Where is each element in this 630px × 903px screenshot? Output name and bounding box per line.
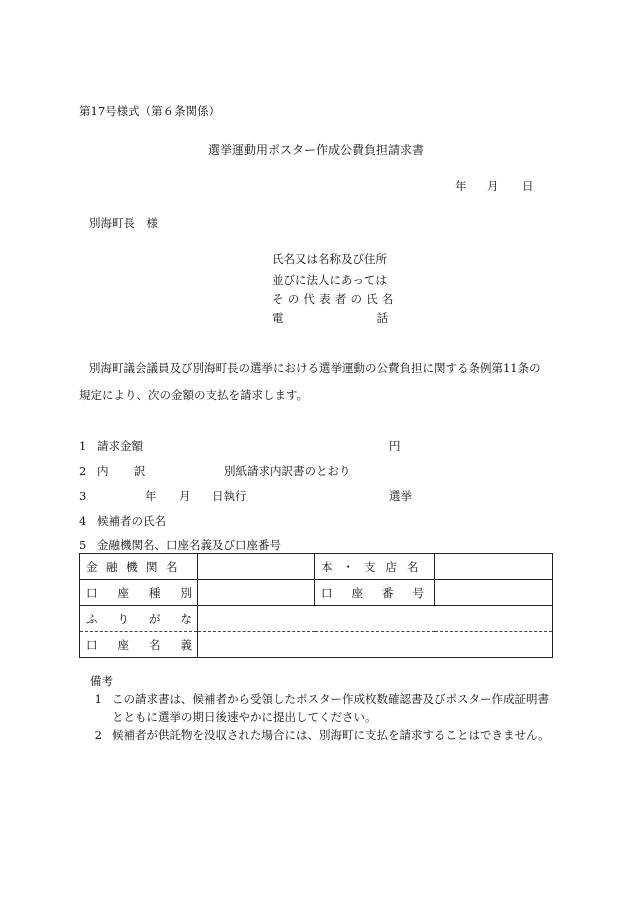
applicant-line-1: 氏名又は名称及び住所 xyxy=(272,252,387,266)
breakdown-value: 別紙請求内訳書のとおり xyxy=(224,464,351,478)
note-number: 2 xyxy=(94,728,102,742)
branch-value-cell[interactable] xyxy=(435,554,553,580)
institution-label xyxy=(86,559,191,575)
election-month-label: 月 xyxy=(179,489,191,503)
item-4-number: 4 xyxy=(79,514,87,528)
claim-amount-label: 請求金額 xyxy=(97,439,143,453)
notes-heading: 備考 xyxy=(90,674,113,688)
form-number: 第17号様式（第６条関係） xyxy=(79,104,221,118)
date-day-label: 日 xyxy=(522,179,534,193)
election-year-label: 年 xyxy=(145,489,157,503)
branch-label: 本・支店名 xyxy=(321,559,429,574)
applicant-line-4: 電 話 xyxy=(272,311,388,325)
account-type-label: 口座種別 xyxy=(86,585,212,600)
note-item xyxy=(80,726,550,744)
note-text: この請求書は、候補者から受領したポスター作成枚数確認書及びポスター作成証明書とともに選挙の期日後速やかに提出してください。 xyxy=(112,692,549,724)
account-name-label: 口座名義 xyxy=(86,637,212,652)
item-1-number: 1 xyxy=(79,439,87,453)
item-2-number: 2 xyxy=(79,464,87,478)
account-name-label-cell xyxy=(80,632,212,658)
date-year-label: 年 xyxy=(455,179,467,193)
bank-info-label: 金融機関名、口座名義及び口座番号 xyxy=(97,538,281,552)
institution-label-text: 金融機関名 xyxy=(86,559,186,574)
account-number-label: 口座番号 xyxy=(321,585,443,600)
applicant-line-2: 並びに法人にあっては xyxy=(272,273,387,287)
bank-account-table xyxy=(79,553,553,658)
body-text-line-2: 規定により、次の金額の支払を請求します。 xyxy=(79,388,309,402)
account-number-value-cell[interactable] xyxy=(435,580,553,606)
claim-amount-unit: 円 xyxy=(389,439,401,453)
note-text: 候補者が供託物を没収された場合には、別海町に支払を請求することはできません。 xyxy=(112,728,550,742)
election-suffix: 選挙 xyxy=(389,489,412,503)
item-5-number: 5 xyxy=(79,538,87,552)
furigana-value-cell[interactable] xyxy=(198,606,553,632)
furigana-label-cell xyxy=(80,606,212,632)
account-name-value-cell[interactable] xyxy=(198,632,553,658)
branch-label-cell xyxy=(315,554,435,580)
breakdown-label-1: 内 xyxy=(97,464,109,478)
item-3-number: 3 xyxy=(79,489,87,503)
applicant-line-3: その代表者の氏名 xyxy=(272,292,398,306)
note-number: 1 xyxy=(94,692,102,706)
institution-value-cell[interactable] xyxy=(198,554,315,580)
institution-label-cell xyxy=(80,554,198,580)
document-title: 選挙運動用ポスター作成公費負担請求書 xyxy=(208,143,425,157)
account-type-label-cell xyxy=(80,580,212,606)
furigana-label: ふりがな xyxy=(86,611,212,626)
candidate-name-label: 候補者の氏名 xyxy=(97,514,166,528)
account-type-value-cell[interactable] xyxy=(198,580,315,606)
note-item xyxy=(80,690,550,726)
date-month-label: 月 xyxy=(487,179,499,193)
body-text-line-1: 別海町議会議員及び別海町長の選挙における選挙運動の公費負担に関する条例第11条の xyxy=(89,361,541,375)
addressee: 別海町長 様 xyxy=(89,216,158,230)
notes-section xyxy=(80,672,550,744)
breakdown-label-2: 訳 xyxy=(134,464,146,478)
account-number-label-cell xyxy=(315,580,443,606)
election-day-label: 日執行 xyxy=(212,489,247,503)
